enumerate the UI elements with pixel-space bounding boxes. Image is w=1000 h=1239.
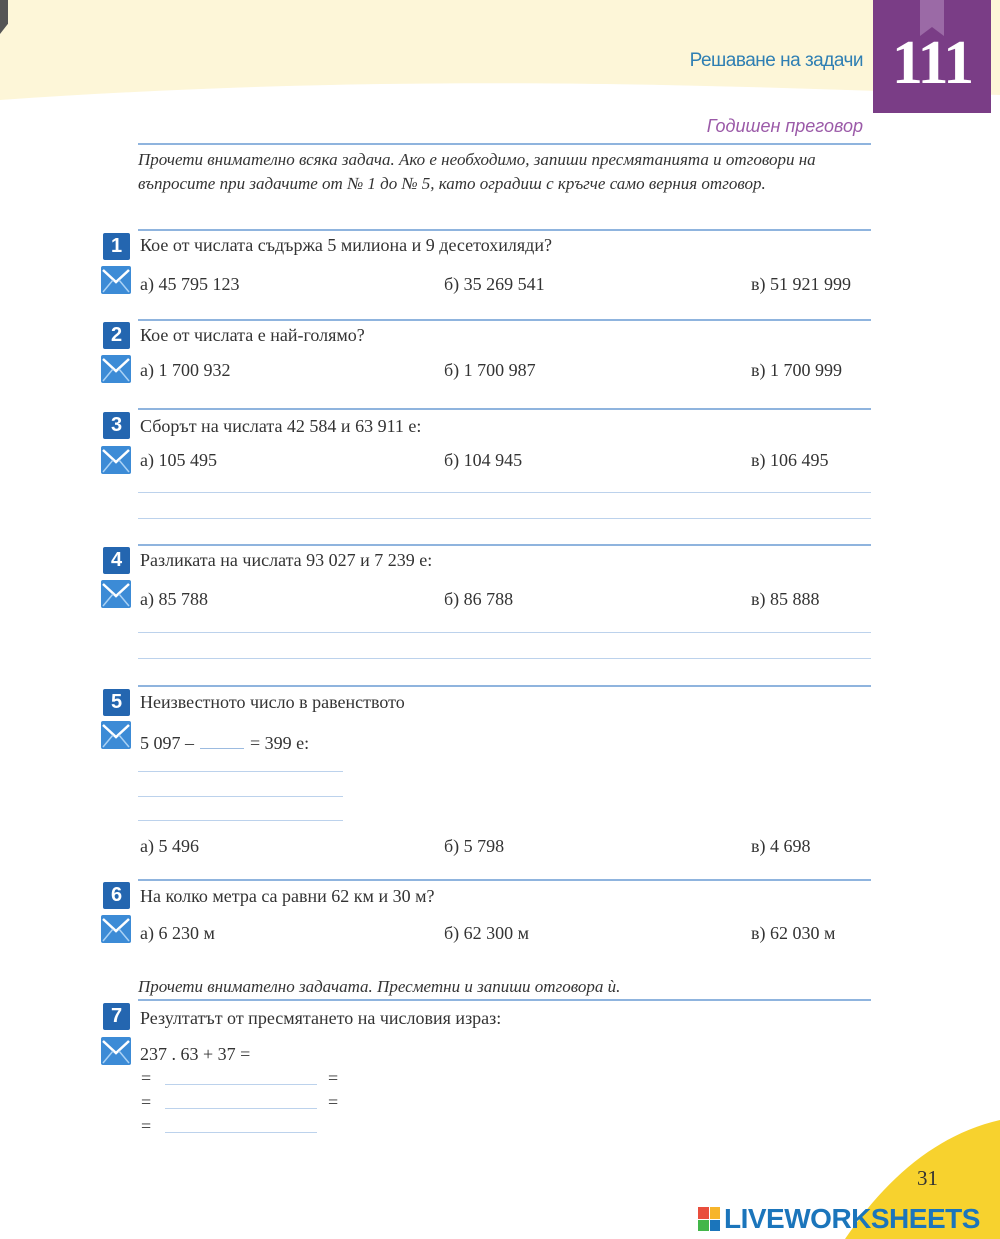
watermark [698,1203,980,1235]
envelope-icon[interactable] [101,721,131,749]
q3-option-c[interactable]: в) 106 495 [751,450,829,470]
q4-option-a[interactable]: а) 85 788 [140,589,208,609]
divider [138,879,871,881]
watermark-text: LIVEWORKSHEETS [724,1203,980,1234]
question-number-5: 5 [103,689,130,716]
answer-line[interactable] [165,1132,317,1133]
q5-blank[interactable] [200,748,244,749]
liveworksheets-logo-icon [698,1207,720,1231]
q2-option-b[interactable]: б) 1 700 987 [444,360,536,380]
q6-option-c[interactable]: в) 62 030 м [751,923,836,943]
question-number-2: 2 [103,322,130,349]
question-2-text: Кое от числата е най-голямо? [140,325,365,345]
question-number-6: 6 [103,882,130,909]
divider [138,229,871,231]
divider [138,685,871,687]
lesson-number-badge [873,0,991,113]
work-line[interactable] [138,492,871,493]
lesson-number: 111 [891,29,973,97]
q6-option-b[interactable]: б) 62 300 м [444,923,530,943]
question-7-text: Резултатът от пресмятането на числовия израз: [140,1008,502,1028]
envelope-icon[interactable] [101,266,131,294]
equals-sign: = [328,1068,339,1088]
equals-sign: = [328,1092,339,1112]
divider [138,544,871,546]
instructions-part1: Прочети внимателно всяка задача. Ако е необходимо, запиши пресмятанията и отговори на въпросите при задачите от № 1 до № 5, като оградиш с кръгче само верния отговор. [138,150,816,193]
q5-equation-right: = 399 е: [250,733,310,753]
q7-expression: 237 . 63 + 37 = [140,1044,251,1064]
answer-line[interactable] [165,1084,317,1085]
divider [138,143,871,145]
question-number-7: 7 [103,1003,130,1030]
question-number-4: 4 [103,547,130,574]
work-line[interactable] [138,796,343,797]
q5-equation-left: 5 097 – [140,733,194,753]
q1-option-c[interactable]: в) 51 921 999 [751,274,851,294]
page-number: 31 [917,1166,938,1190]
envelope-icon[interactable] [101,446,131,474]
q6-option-a[interactable]: а) 6 230 м [140,923,215,943]
q2-option-c[interactable]: в) 1 700 999 [751,360,842,380]
q2-option-a[interactable]: а) 1 700 932 [140,360,231,380]
q4-option-b[interactable]: б) 86 788 [444,589,514,609]
q3-option-b[interactable]: б) 104 945 [444,450,523,470]
question-5-text: Неизвестното число в равенството [140,692,405,712]
divider [138,319,871,321]
question-1-text: Кое от числата съдържа 5 милиона и 9 десетохиляди? [140,235,552,255]
q1-option-b[interactable]: б) 35 269 541 [444,274,545,294]
q1-option-a[interactable]: а) 45 795 123 [140,274,240,294]
divider [138,999,871,1001]
q4-option-c[interactable]: в) 85 888 [751,589,820,609]
divider [138,408,871,410]
equals-sign: = [141,1068,152,1088]
question-3-text: Сборът на числата 42 584 и 63 911 е: [140,416,422,436]
question-6-text: На колко метра са равни 62 км и 30 м? [140,886,435,906]
envelope-icon[interactable] [101,355,131,383]
instructions-part2: Прочети внимателно задачата. Пресметни и запиши отговора ѝ. [138,977,621,996]
q5-equation [140,733,309,754]
work-line[interactable] [138,820,343,821]
equals-sign: = [141,1116,152,1136]
question-4-text: Разликата на числата 93 027 и 7 239 е: [140,550,433,570]
section-label: Годишен преговор [706,116,863,136]
work-line[interactable] [138,518,871,519]
q5-option-b[interactable]: б) 5 798 [444,836,505,856]
chapter-title: Решаване на задачи [689,50,863,71]
question-number-1: 1 [103,233,130,260]
work-line[interactable] [138,632,871,633]
envelope-icon[interactable] [101,915,131,943]
q5-option-a[interactable]: а) 5 496 [140,836,199,856]
equals-sign: = [141,1092,152,1112]
envelope-icon[interactable] [101,1037,131,1065]
work-line[interactable] [138,658,871,659]
envelope-icon[interactable] [101,580,131,608]
q3-option-a[interactable]: а) 105 495 [140,450,217,470]
q5-option-c[interactable]: в) 4 698 [751,836,811,856]
answer-line[interactable] [165,1108,317,1109]
question-number-3: 3 [103,412,130,439]
work-line[interactable] [138,771,343,772]
